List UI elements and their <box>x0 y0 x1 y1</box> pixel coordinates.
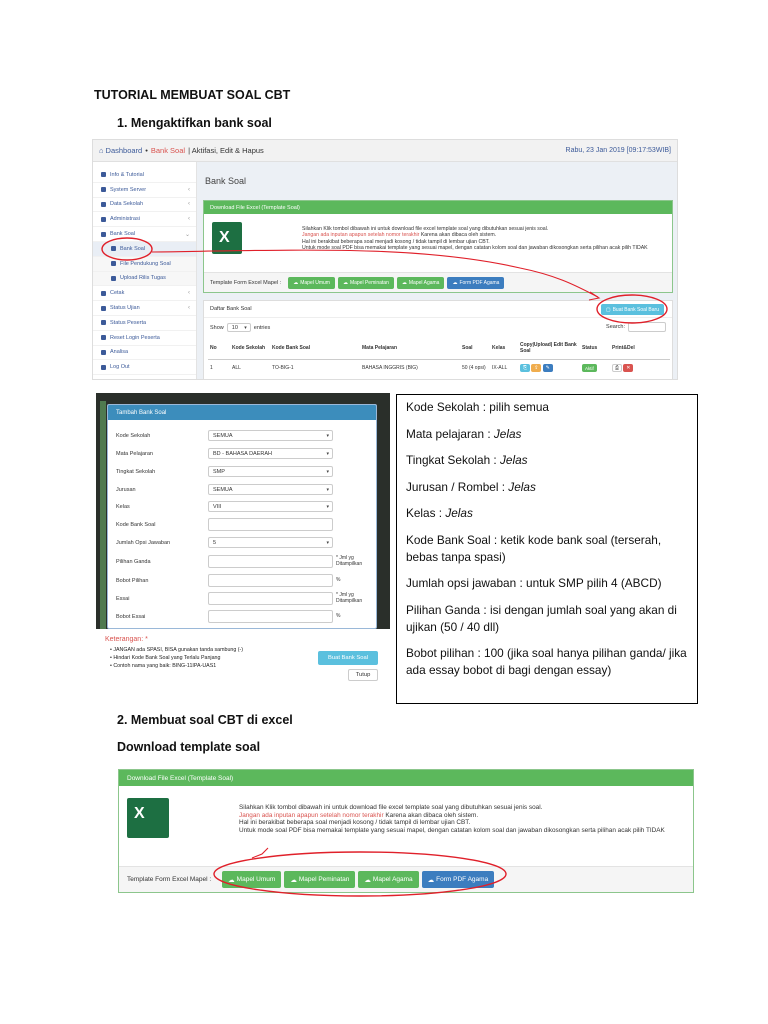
instruction-line: Hal ini berakibat beberapa soal menjadi kosong / tidak tampil di lembar ujian CBT. <box>239 819 471 827</box>
field-label: Bobot Pilihan <box>116 577 149 584</box>
caret-icon: ▾ <box>326 539 329 546</box>
step-2-heading: 2. Membuat soal CBT di excel <box>117 713 293 727</box>
download-panel-title: Download File Excel (Template Soal) <box>204 201 672 214</box>
annotation-circle-template-buttons <box>214 852 506 896</box>
field-label: Tingkat Sekolah <box>116 468 156 475</box>
field-label: Jumlah Opsi Jawaban <box>116 539 171 546</box>
field-label: Kode Sekolah <box>116 432 151 439</box>
description-value: untuk SMP pilih 4 (ABCD) <box>526 576 662 590</box>
description-value: isi dengan jumlah soal yang akan di ujikan (50 / 40 dll) <box>406 602 677 634</box>
instruction-warning: Jangan ada inputan apapun setelah nomor terakhir <box>239 811 384 819</box>
cell-soal: 50 (4 opsi) <box>462 365 486 372</box>
download-panel-title: Download File Excel (Template Soal) <box>119 770 693 786</box>
template-label: Template Form Excel Mapel : <box>210 279 282 286</box>
note-text: Contoh nama yang baik: BING-11IPA-UAS1 <box>113 662 217 669</box>
cell-no: 1 <box>210 365 213 372</box>
breadcrumb-separator: • <box>145 146 148 155</box>
step-1-heading: 1. Mengaktifkan bank soal <box>117 116 272 130</box>
description-label: Jumlah opsi jawaban : <box>406 576 527 590</box>
description-value: Jelas <box>508 479 536 494</box>
description-label: Tingkat Sekolah : <box>406 453 500 467</box>
caret-icon: ▾ <box>326 450 329 457</box>
description-value: Jelas <box>445 506 473 520</box>
caret-icon: ▾ <box>326 486 329 493</box>
sidebar-item-label: File Pendukung Soal <box>120 260 171 267</box>
note-item: • JANGAN ada SPASI, BISA gunakan tanda sambung (-) <box>110 647 244 653</box>
sidebar-item-label: Status Peserta <box>110 319 147 326</box>
column-header[interactable]: Status <box>580 337 610 359</box>
chevron-icon: ‹ <box>188 186 190 193</box>
description-value: Jelas <box>493 426 522 441</box>
tutup-button[interactable]: Tutup <box>348 669 378 681</box>
button-label: Mapel Peminatan <box>349 279 389 286</box>
button-label: Form PDF Agama <box>436 876 489 883</box>
description-value: 100 (jika soal hanya pilihan ganda/ jika ada essay bobot di bagi dengan essay) <box>406 646 687 677</box>
template-label: Template Form Excel Mapel : <box>127 876 212 883</box>
sidebar-item-label: Log Out <box>110 364 130 371</box>
buat-bank-soal-baru-button[interactable]: ▢ Buat Bank Soal Baru <box>601 304 664 315</box>
download-template-heading: Download template soal <box>117 740 261 754</box>
sidebar-item-label: Analisa <box>110 349 129 356</box>
page-title: Bank Soal <box>205 176 247 186</box>
description-label: Kode Sekolah : <box>406 400 490 414</box>
column-header[interactable]: Soal <box>460 337 490 359</box>
modal-title: Tambah Bank Soal <box>108 405 376 420</box>
description-label: Pilihan Ganda : <box>406 602 490 617</box>
instruction-line: Silahkan Klik tombol dibawah ini untuk download file excel template soal yang dibutuhkan sesuai jenis soal. <box>239 804 543 811</box>
status-badge[interactable]: Aktif <box>582 364 597 372</box>
breadcrumb-bank-soal[interactable]: Bank Soal <box>150 146 186 155</box>
chevron-icon: ‹ <box>188 305 190 312</box>
sidebar-item-label: Data Sekolah <box>110 201 144 208</box>
instruction-line: Untuk mode soal PDF bisa memakai template yang sesuai mapel, dengan catatan kolom soal dan jawaban dikosongkan serta pilihan acak pilih TIDAK <box>302 244 648 251</box>
mapel-agama-button[interactable]: ☁ Mapel Agama <box>358 871 418 888</box>
column-header[interactable]: Copy|Upload| Edit Bank Soal <box>518 337 580 359</box>
chevron-icon: ‹ <box>188 201 190 208</box>
description-label: Kode Bank Soal : <box>406 532 501 547</box>
sidebar-item-label: Status Ujian <box>110 305 140 312</box>
sidebar-item-label: Reset Login Peserta <box>110 334 160 341</box>
description-value: pilih semua <box>489 400 549 414</box>
note-item: • Contoh nama yang baik: BING-11IPA-UAS1 <box>110 662 217 669</box>
field-label: Bobot Essai <box>116 613 146 620</box>
form-pdf-agama-button[interactable]: ☁ Form PDF Agama <box>447 277 504 289</box>
chevron-icon: ‹ <box>188 290 190 297</box>
instruction-line: Hal ini berakibat beberapa soal menjadi kosong / tidak tampil di lembar ujian CBT. <box>302 238 490 245</box>
button-label: Mapel Umum <box>236 876 276 883</box>
field-label: Essai <box>116 595 130 602</box>
field-suffix: * Jml yg Ditampilkan <box>336 592 363 604</box>
upload-icon[interactable]: ⇪ <box>531 364 541 372</box>
instruction-line: Silahkan Klik tombol dibawah ini untuk download file excel template soal yang dibutuhkan sesuai jenis soal. <box>302 226 549 232</box>
select-value: VIII <box>213 503 222 510</box>
field-suffix: % <box>336 612 341 619</box>
select-value: 5 <box>213 539 217 546</box>
annotation-arrow-line <box>152 250 598 297</box>
instruction-warning: Jangan ada inputan apapun setelah nomor terakhir <box>302 232 420 239</box>
buat-bank-soal-button[interactable]: Buat Bank Soal <box>318 651 378 665</box>
entries-label: entries <box>253 324 271 331</box>
mapel-agama-button[interactable]: ☁ Mapel Agama <box>397 277 445 289</box>
sidebar-item-label: Cetak <box>110 290 125 297</box>
cell-mapel: BAHASA INGGRIS (BIG) <box>362 365 418 372</box>
instruction-text: Karena akan dibaca oleh sistem. <box>383 811 479 819</box>
column-header[interactable]: Kode Sekolah <box>230 337 270 359</box>
instruction-line: Untuk mode soal PDF bisa memakai template yang sesuai mapel, dengan catatan kolom soal dan jawaban dikosongkan serta pilihan acak pilih TIDAK <box>239 826 665 834</box>
column-header[interactable]: Kelas <box>490 337 518 359</box>
field-label: Jurusan <box>116 486 136 493</box>
sidebar-item-label: Bank Soal <box>110 231 136 238</box>
button-label: Mapel Agama <box>372 876 413 883</box>
column-header[interactable]: Mata Pelajaran <box>360 337 460 359</box>
sidebar-item-label: Bank Soal <box>120 245 146 252</box>
field-suffix: * Jml yg Ditampilkan <box>336 555 363 567</box>
note-text: Hindari Kode Bank Soal yang Terlalu Panjang <box>113 654 221 661</box>
search-label: Search: <box>606 324 625 330</box>
select-value: 10 <box>231 324 238 331</box>
description-label: Jurusan / Rombel : <box>406 479 509 494</box>
mapel-umum-button[interactable]: ☁ Mapel Umum <box>288 277 335 289</box>
annotation-circle-bank-soal <box>102 238 152 260</box>
cell-kode-bank: TO-BIG-1 <box>272 365 294 372</box>
description-label: Kelas : <box>406 506 446 520</box>
description-label: Mata pelajaran : <box>406 426 494 441</box>
button-label: Mapel Agama <box>408 279 440 286</box>
annotation-circle-buat-baru <box>597 295 667 323</box>
sidebar-item-label: Info & Tutorial <box>110 171 144 178</box>
button-label: Mapel Peminatan <box>298 876 350 883</box>
caret-icon: ▾ <box>326 503 329 510</box>
mapel-peminatan-button[interactable]: ☁ Mapel Peminatan <box>284 871 355 888</box>
select-value: BD - BAHASA DAERAH <box>213 450 272 457</box>
mapel-umum-button[interactable]: ☁ Mapel Umum <box>222 871 281 888</box>
breadcrumb-rest: | Aktifasi, Edit & Hapus <box>188 146 264 155</box>
date-display: Rabu, 23 Jan 2019 [09:17:53WIB] <box>565 147 671 154</box>
cell-kelas: IX-ALL <box>492 365 508 372</box>
daftar-title: Daftar Bank Soal <box>210 306 252 312</box>
edit-icon[interactable]: ✎ <box>543 364 553 372</box>
sidebar-item-label: System Server <box>110 186 147 193</box>
column-header[interactable]: Kode Bank Soal <box>270 337 360 359</box>
field-label: Pilihan Ganda <box>116 558 151 565</box>
instruction-text: Karena akan dibaca oleh sistem. <box>419 232 497 239</box>
button-label: Mapel Umum <box>300 279 330 286</box>
note-item: • Hindari Kode Bank Soal yang Terlalu Panjang <box>110 654 221 661</box>
form-pdf-agama-button[interactable]: ☁ Form PDF Agama <box>422 871 495 888</box>
caret-icon: ▾ <box>326 432 329 439</box>
print-icon[interactable]: ⎙ <box>612 364 622 372</box>
delete-icon[interactable]: ✕ <box>623 364 633 372</box>
cell-kode-sekolah: ALL <box>232 365 241 372</box>
mapel-peminatan-button[interactable]: ☁ Mapel Peminatan <box>338 277 394 289</box>
button-label: Buat Bank Soal Baru <box>612 306 659 313</box>
field-label: Kode Bank Soal <box>116 521 156 528</box>
select-value: SEMUA <box>213 432 233 439</box>
field-label: Kelas <box>116 503 130 510</box>
column-header[interactable]: Print&Del <box>610 337 670 359</box>
description-value: ketik kode bank soal (terserah, bebas tanpa spasi) <box>406 532 662 564</box>
column-header[interactable]: No <box>208 337 230 359</box>
select-value: SEMUA <box>213 486 233 493</box>
description-label: Bobot pilihan : <box>406 646 485 660</box>
home-icon: ⌂ <box>99 146 104 155</box>
caret-icon: ▾ <box>326 468 329 475</box>
show-label: Show <box>210 324 224 331</box>
field-label: Mata Pelajaran <box>116 450 153 457</box>
field-suffix: % <box>336 576 341 583</box>
note-text: JANGAN ada SPASI, BISA gunakan tanda sambung (-) <box>113 647 244 653</box>
chevron-icon: ‹ <box>188 216 190 223</box>
copy-icon[interactable]: ⎘ <box>520 364 530 372</box>
sidebar-item-label: Administrasi <box>110 216 140 223</box>
description-value: Jelas <box>500 453 528 467</box>
select-value: SMP <box>213 468 225 475</box>
sidebar-item-label: Upload Rilis Tugas <box>120 275 166 282</box>
keterangan-label: Keterangan: * <box>105 636 148 643</box>
document-title: TUTORIAL MEMBUAT SOAL CBT <box>94 88 291 102</box>
caret-icon: ▾ <box>244 324 247 331</box>
chevron-down-icon: ⌄ <box>184 231 190 238</box>
button-label: Form PDF Agama <box>459 279 500 286</box>
breadcrumb-dashboard[interactable]: Dashboard <box>105 146 143 155</box>
